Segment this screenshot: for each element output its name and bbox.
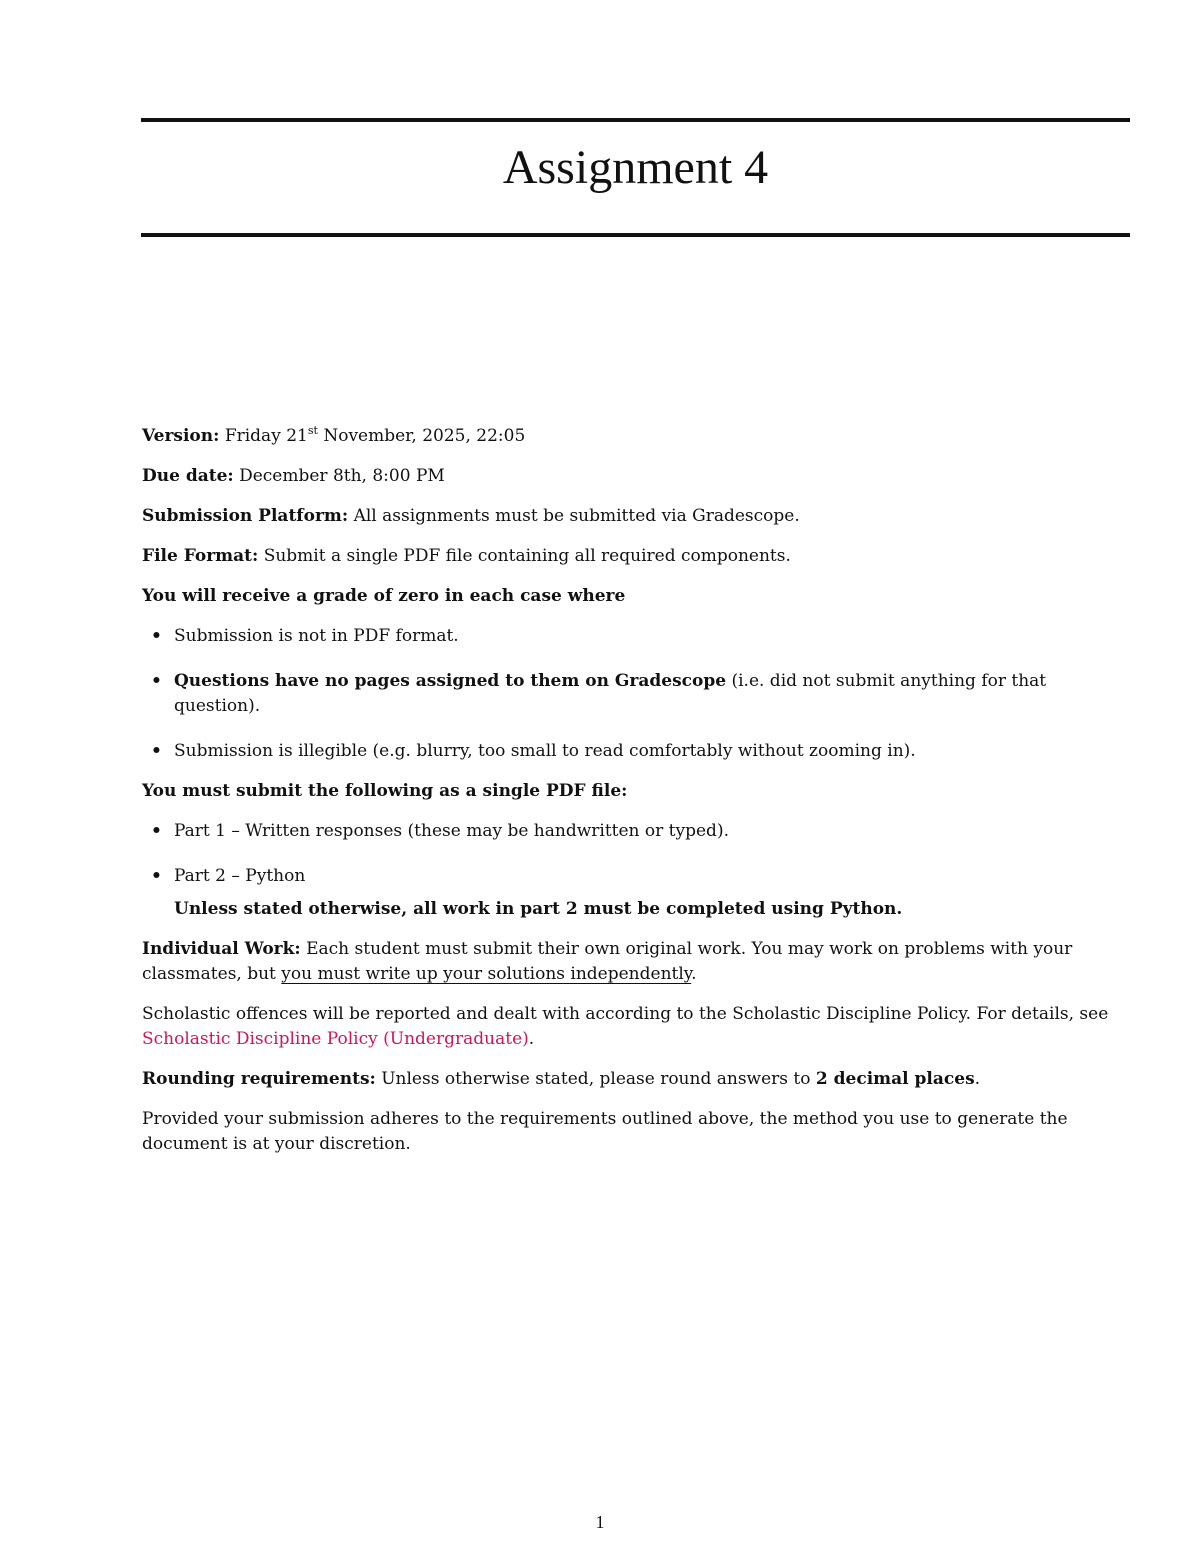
must-submit-heading: You must submit the following as a single PDF file: xyxy=(142,781,628,801)
list-item xyxy=(142,819,1132,844)
scholastic-paragraph xyxy=(142,1002,1132,1052)
assignment-instructions xyxy=(142,424,1132,1172)
python-requirement-note: Unless stated otherwise, all work in part 2 must be completed using Python. xyxy=(174,899,903,919)
version-line xyxy=(142,424,1132,449)
scholastic-policy-link[interactable]: Scholastic Discipline Policy (Undergraduate) xyxy=(142,1029,529,1049)
rounding-label: Rounding requirements: xyxy=(142,1069,376,1089)
list-item xyxy=(142,669,1132,719)
must-submit-item-text: Part 1 – Written responses (these may be handwritten or typed). xyxy=(174,821,729,841)
version-label: Version: xyxy=(142,426,220,446)
file-format-label: File Format: xyxy=(142,546,259,566)
bullet-icon: • xyxy=(151,626,162,646)
version-rest: November, 2025, 22:05 xyxy=(323,426,526,446)
zero-grade-heading: You will receive a grade of zero in each case where xyxy=(142,586,626,606)
individual-work-label: Individual Work: xyxy=(142,939,301,959)
scholastic-end: . xyxy=(528,1029,535,1049)
bullet-icon: • xyxy=(151,866,162,886)
rounding-precision: 2 decimal places xyxy=(815,1069,975,1089)
rounding-paragraph xyxy=(142,1067,1132,1092)
list-item xyxy=(142,739,1132,764)
due-date-label: Due date: xyxy=(142,466,234,486)
rounding-end: . xyxy=(974,1069,981,1089)
closing-paragraph: Provided your submission adheres to the requirements outlined above, the method you use to generate the document is at your discretion. xyxy=(142,1109,1068,1154)
individual-work-text: Each student must submit their own original work. You may work on problems with your classmates, but xyxy=(142,939,1073,984)
due-date-value: December 8th, 8:00 PM xyxy=(239,466,445,486)
submission-platform-label: Submission Platform: xyxy=(142,506,349,526)
zero-grade-item-text: Submission is illegible (e.g. blurry, too small to read comfortably without zooming in). xyxy=(174,741,916,761)
list-item xyxy=(142,864,1132,922)
title-top-rule xyxy=(141,118,1130,122)
file-format-line xyxy=(142,544,1132,569)
zero-grade-item-text: Submission is not in PDF format. xyxy=(174,626,459,646)
bullet-icon: • xyxy=(151,671,162,691)
version-day: Friday 21 xyxy=(224,426,308,446)
must-submit-list xyxy=(142,819,1132,922)
list-item xyxy=(142,624,1132,649)
zero-grade-list xyxy=(142,624,1132,764)
bullet-icon: • xyxy=(151,741,162,761)
zero-grade-item-bold: Questions have no pages assigned to them on Gradescope xyxy=(174,671,727,691)
submission-platform-line xyxy=(142,504,1132,529)
bullet-icon: • xyxy=(151,821,162,841)
individual-work-paragraph xyxy=(142,937,1132,987)
file-format-value: Submit a single PDF file containing all required components. xyxy=(263,546,791,566)
individual-work-end: . xyxy=(691,964,697,984)
rounding-text: Unless otherwise stated, please round answers to xyxy=(381,1069,811,1089)
due-date-line xyxy=(142,464,1132,489)
must-submit-item-text: Part 2 – Python xyxy=(174,866,306,886)
title-bottom-rule xyxy=(141,233,1130,237)
page-number: 1 xyxy=(595,1512,605,1532)
submission-platform-value: All assignments must be submitted via Gradescope. xyxy=(353,506,800,526)
zero-grade-item-text: (i.e. did not submit anything for that question). xyxy=(174,671,1047,716)
version-day-suffix: st xyxy=(307,424,318,437)
independent-solutions-emphasis: you must write up your solutions independently xyxy=(281,964,692,984)
page-title: Assignment 4 xyxy=(502,141,769,194)
scholastic-text: Scholastic offences will be reported and dealt with according to the Scholastic Discipline Policy. For details, see xyxy=(142,1004,1109,1024)
